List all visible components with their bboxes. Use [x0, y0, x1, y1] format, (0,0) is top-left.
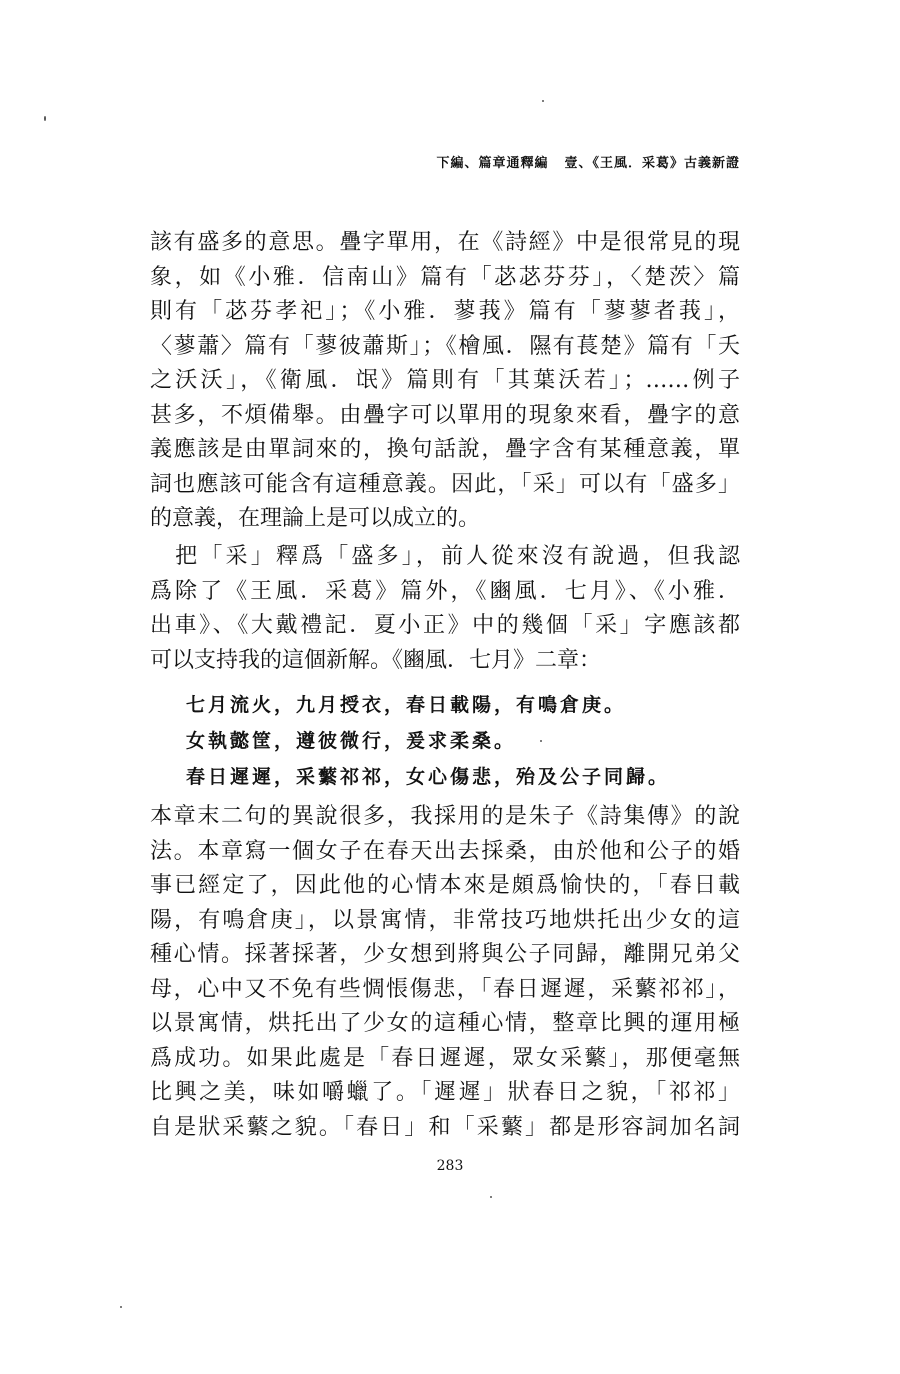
paragraph-1 — [150, 226, 740, 537]
text-line: 則有「苾芬孝祀」；《小雅．蓼莪》篇有「蓼蓼者莪」， — [150, 299, 740, 324]
text-line: 母，心中又不免有些惆悵傷悲，「春日遲遲，采蘩祁祁」， — [150, 976, 740, 1002]
text-line: 把「采」釋爲「盛多」，前人從來沒有說過，但我認 — [150, 544, 740, 569]
quote-line: 春日遲遲，采蘩祁祁，女心傷悲，殆及公子同歸。 — [186, 766, 671, 788]
scan-speck — [542, 100, 544, 102]
scan-speck — [490, 1196, 492, 1198]
paragraph-3 — [150, 800, 740, 1145]
scan-speck — [120, 1306, 122, 1308]
text-line: 陽，有鳴倉庚」，以景寓情，非常技巧地烘托出少女的這 — [150, 907, 740, 933]
scan-speck — [540, 740, 542, 742]
text-line: 自是狀采蘩之貌。「春日」和「采蘩」都是形容詞加名詞 — [150, 1114, 740, 1140]
text-line: 比興之美，味如嚼蠟了。「遲遲」狀春日之貌，「祁祁」 — [150, 1080, 740, 1105]
text-line: 象，如《小雅．信南山》篇有「苾苾芬芬」，〈楚茨〉篇 — [150, 264, 740, 290]
text-line: 爲除了《王風．采葛》篇外，《豳風．七月》、《小雅． — [150, 578, 740, 604]
text-line: 〈蓼蕭〉篇有「蓼彼蕭斯」；《檜風．隰有萇楚》篇有「夭 — [150, 333, 740, 359]
text-line: 法。本章寫一個女子在春天出去採桑，由於他和公子的婚 — [150, 838, 740, 864]
text-line: 詞也應該可能含有這種意義。因此，「采」可以有「盛多」 — [150, 471, 740, 497]
header-part-title: 下編、篇章通釋編 — [436, 156, 549, 171]
text-line: 可以支持我的這個新解。《豳風．七月》二章： — [150, 647, 602, 673]
poem-quote — [186, 687, 716, 795]
scan-speck — [44, 116, 46, 121]
paragraph-2 — [150, 540, 740, 678]
text-line: 出車》、《大戴禮記．夏小正》中的幾個「采」字應該都 — [150, 613, 740, 638]
text-line: 該有盛多的意思。疊字單用，在《詩經》中是很常見的現 — [150, 230, 740, 255]
text-line: 種心情。採著採著，少女想到將與公子同歸，離開兄弟父 — [150, 942, 740, 967]
running-header — [390, 152, 740, 171]
text-line: 事已經定了，因此他的心情本來是頗爲愉快的，「春日載 — [150, 873, 740, 898]
text-line: 的意義，在理論上是可以成立的。 — [150, 506, 481, 531]
text-line: 之沃沃」，《衛風．氓》篇則有「其葉沃若」；……例子 — [150, 368, 740, 393]
quote-line: 七月流火，九月授衣，春日載陽，有鳴倉庚。 — [186, 694, 627, 716]
text-line: 爲成功。如果此處是「春日遲遲，眾女采蘩」，那便毫無 — [150, 1045, 740, 1071]
text-line: 甚多，不煩備舉。由疊字可以單用的現象來看，疊字的意 — [150, 402, 740, 428]
text-line: 以景寓情，烘托出了少女的這種心情，整章比興的運用極 — [150, 1011, 740, 1036]
page-number: 283 — [436, 1158, 464, 1174]
header-chapter-title: 壹、《王風．采葛》古義新證 — [564, 156, 740, 171]
text-line: 本章末二句的異說很多，我採用的是朱子《詩集傳》的說 — [150, 804, 740, 829]
text-line: 義應該是由單詞來的，換句話說，疊字含有某種意義，單 — [150, 437, 740, 462]
quote-line: 女執懿筐，遵彼微行，爰求柔桑。 — [186, 730, 517, 752]
